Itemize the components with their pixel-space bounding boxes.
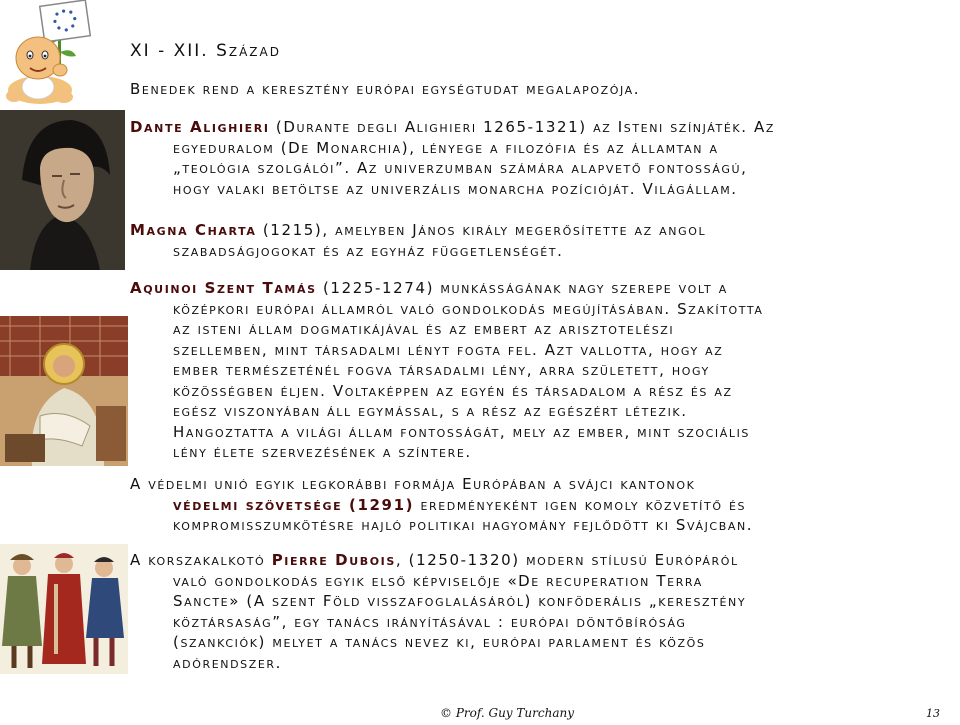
aquinas-line-4: szellemben, mint társadalmi lényt fogta fel. Azt vallotta, hogy az bbox=[173, 340, 724, 359]
dante-line-1-text: (Durante degli Alighieri 1265-1321) az Isteni színjáték. Az bbox=[269, 118, 775, 136]
aquinas-line-1 bbox=[130, 278, 958, 299]
dubois-line-5: (szankciók) melyet a tanács nevez ki, európai parlament és közös bbox=[173, 633, 706, 651]
magna-charta-name: Magna Charta bbox=[130, 221, 257, 239]
dubois-line-6: adórendszer. bbox=[173, 653, 283, 672]
dubois-line-2: való gondolkodás egyik első képviselője «De recuperation Terra bbox=[173, 571, 703, 590]
dubois-line-1-prefix: A korszakalkotó bbox=[130, 551, 272, 569]
dante-paragraph bbox=[130, 117, 958, 199]
aquinas-line-7: egész viszonyában áll egymással, s a rész az egészért létezik. bbox=[173, 402, 688, 420]
aquinas-line-5: ember természeténél fogva társadalmi lény, arra született, hogy bbox=[173, 361, 710, 379]
svajc-line-3: kompromisszumkötésre hajló politikai hagyomány fejlődött ki Svájcban. bbox=[173, 516, 754, 534]
dubois-line-1 bbox=[130, 550, 958, 571]
dante-portrait bbox=[0, 110, 125, 270]
benedek-paragraph bbox=[130, 79, 958, 100]
magna-line-2: szabadságjogokat és az egyház függetlenségét. bbox=[173, 241, 564, 260]
dante-name: Dante Alighieri bbox=[130, 118, 270, 136]
magna-line-1-text: (1215), amelyben János király megerősítette az angol bbox=[256, 221, 707, 239]
page-number: 13 bbox=[926, 707, 940, 720]
aquinas-paragraph bbox=[130, 278, 958, 463]
magna-charta-paragraph bbox=[130, 220, 958, 261]
dubois-line-3: Sancte» (A szent Föld visszafoglalásáról) konföderális „keresztény bbox=[173, 592, 747, 610]
dubois-name: Pierre Dubois bbox=[271, 551, 396, 569]
dante-line-1 bbox=[130, 117, 958, 138]
svajc-line-1: A védelmi unió egyik legkorábbi formája Európában a svájci kantonok bbox=[130, 475, 696, 493]
page-title: XI - XII. Század bbox=[130, 41, 281, 61]
dante-line-3: „teológia szolgálói”. Az univerzumban számára alapvető fontosságú, bbox=[173, 159, 748, 177]
baby-eu-flag-mascot bbox=[2, 0, 94, 108]
aquinas-line-9: lény élete szervezésének a színtere. bbox=[173, 443, 472, 461]
aquinas-line-3: az isteni állam dogmatikájával és az embert az arisztotelészi bbox=[173, 320, 675, 338]
aquinas-line-8: Hangoztatta a világi állam fontosságát, mely az ember, mint szociális bbox=[173, 422, 751, 441]
aquinas-name: Aquinoi Szent Tamás bbox=[130, 279, 317, 297]
svajc-paragraph bbox=[130, 474, 958, 536]
dante-line-4: hogy valaki betöltse az univerzális monarcha pozícióját. Világállam. bbox=[173, 179, 738, 198]
aquinas-line-2: középkori európai államról való gondolkodás megújításában. Szakította bbox=[173, 299, 764, 318]
svajc-line-2-text: eredményeként igen komoly közvetítő és bbox=[414, 495, 747, 514]
dante-line-2: egyeduralom (De Monarchia), lényege a filozófia és az államtan a bbox=[173, 138, 719, 157]
svajc-alliance-name: védelmi szövetsége (1291) bbox=[173, 495, 415, 514]
medieval-figures-illustration bbox=[0, 544, 128, 674]
aquinas-painting bbox=[0, 316, 128, 466]
footer-author: © Prof. Guy Turchany bbox=[440, 706, 574, 720]
dubois-line-4: köztársaság”, egy tanács irányításával : európai döntőbíróság bbox=[173, 612, 687, 631]
aquinas-line-1-text: (1225-1274) munkásságának nagy szerepe volt a bbox=[316, 279, 728, 297]
dubois-paragraph bbox=[130, 550, 958, 673]
dubois-line-1-suffix: , (1250-1320) modern stílusú Európáról bbox=[395, 551, 739, 569]
aquinas-line-6: közösségben éljen. Voltaképpen az egyén és társadalom a rész és az bbox=[173, 381, 733, 400]
svajc-line-2 bbox=[130, 495, 958, 516]
magna-line-1 bbox=[130, 220, 958, 241]
benedek-line-1: Benedek rend a keresztény európai egységtudat megalapozója. bbox=[130, 80, 641, 98]
